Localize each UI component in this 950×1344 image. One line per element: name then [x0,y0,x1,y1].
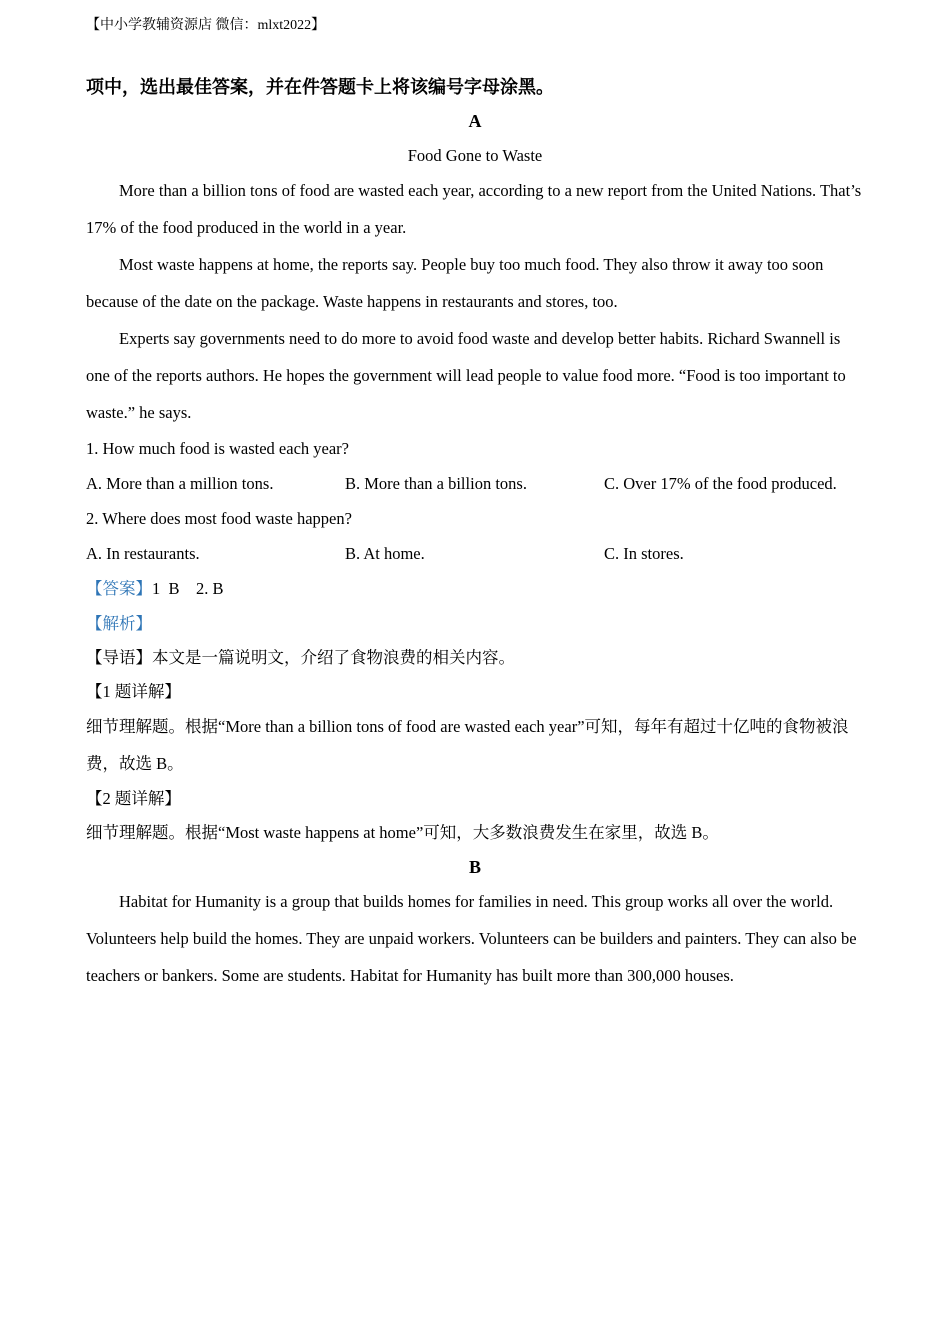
section-b-paragraph: Habitat for Humanity is a group that builds homes for families in need. This group works all over the world. Volunteers help build the homes. They are unpaid workers. Volunteers can be builders and painters. They can also be teachers or bankers. Some are students. Habitat for Humanity has built more than 300,000 houses. [86,892,857,985]
instruction: 项中，选出最佳答案，并在件答题卡上将该编号字母涂黑。 [86,77,554,97]
document-body [86,72,864,994]
option-c: C. Over 17% of the food produced. [604,474,837,493]
question-1-options [86,473,864,495]
page-header: 【中小学教辅资源店 微信：mlxt2022】 [86,18,326,33]
question-2: 2. Where does most food waste happen? [86,509,352,528]
guide-text: 【导语】本文是一篇说明文，介绍了食物浪费的相关内容。 [86,648,515,667]
passage-title: Food Gone to Waste [407,146,543,165]
option-a: A. More than a million tons. [86,474,274,493]
q1-detail: 细节理解题。根据“More than a billion tons of food are wasted each year”可知，每年有超过十亿吨的食物被浪费，故选 B。 [86,717,849,773]
q2-heading: 【2 题详解】 [86,789,181,808]
paragraph-2: Most waste happens at home, the reports say. People buy too much food. They also throw it away too soon because of the date on the package. Waste happens in restaurants and stores, too. [86,255,824,311]
answer-text: 1 B 2. B [152,579,224,598]
option-a: A. In restaurants. [86,544,200,563]
option-b: B. More than a billion tons. [345,474,527,493]
section-b-label: B [468,857,481,877]
paragraph-3: Experts say governments need to do more to avoid food waste and develop better habits. Richard Swannell is one of the reports authors. He hopes the government will lead people to value food more. “Food is too important to waste.” he says. [86,329,846,422]
answer-line [86,578,864,600]
question-2-options [86,543,864,565]
paragraph-1: More than a billion tons of food are wasted each year, according to a new report from the United Nations. That’s 17% of the food produced in the world in a year. [86,181,862,237]
option-b: B. At home. [345,544,425,563]
answer-label: 【答案】 [86,579,152,598]
section-a-label: A [468,111,482,131]
q1-heading: 【1 题详解】 [86,682,181,701]
q2-detail: 细节理解题。根据“Most waste happens at home”可知，大多数浪费发生在家里，故选 B。 [86,823,719,842]
option-c: C. In stores. [604,544,684,563]
question-1: 1. How much food is wasted each year? [86,439,349,458]
analysis-label: 【解析】 [86,614,152,633]
